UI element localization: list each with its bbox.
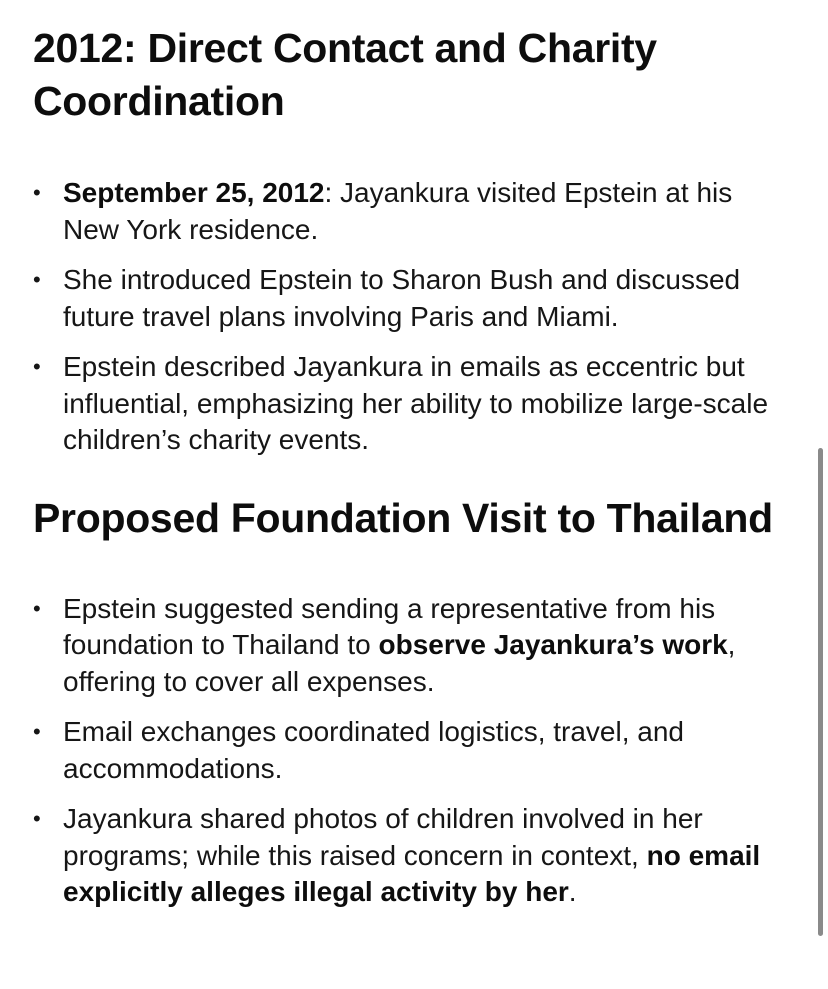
- section-heading-thailand: Proposed Foundation Visit to Thailand: [33, 494, 773, 541]
- list-item-text: Jayankura shared photos of children involved in her programs; while this raised concern in context,: [63, 803, 703, 871]
- bullet-icon: •: [33, 354, 41, 379]
- list-item: [33, 349, 793, 459]
- list-item: [33, 262, 793, 335]
- emphasis-bold: no email explicitly alleges illegal activity by her: [63, 839, 761, 907]
- bullet-list-2012: [33, 175, 793, 459]
- bullet-icon: •: [33, 267, 41, 292]
- list-item-text: .: [568, 876, 577, 907]
- list-item-text: Epstein described Jayankura in emails as eccentric but influential, emphasizing her ability to mobilize large-scale children’s charity events.: [63, 351, 769, 455]
- bullet-icon: •: [33, 180, 41, 205]
- emphasis-bold: observe Jayankura’s work: [378, 629, 728, 660]
- list-item-text: Email exchanges coordinated logistics, travel, and accommodations.: [63, 716, 685, 784]
- list-item-text: Epstein suggested sending a representative from his foundation to Thailand to: [63, 592, 716, 660]
- date-bold: September 25, 2012: [63, 177, 325, 208]
- bullet-icon: •: [33, 806, 41, 831]
- bullet-list-thailand: [33, 591, 793, 911]
- vertical-scrollbar[interactable]: [818, 448, 823, 936]
- section-heading-2012: 2012: Direct Contact and Charity Coordination: [33, 25, 657, 124]
- list-item: [33, 801, 793, 911]
- list-item: [33, 175, 793, 248]
- list-item-text: : Jayankura visited Epstein at his New York residence.: [63, 177, 733, 245]
- list-item-text: She introduced Epstein to Sharon Bush and discussed future travel plans involving Paris and Miami.: [63, 264, 741, 332]
- list-item: [33, 591, 793, 701]
- list-item: [33, 714, 793, 787]
- bullet-icon: •: [33, 595, 41, 621]
- bullet-icon: •: [33, 719, 41, 744]
- list-item-text: , offering to cover all expenses.: [63, 629, 736, 697]
- article-content: [33, 22, 793, 925]
